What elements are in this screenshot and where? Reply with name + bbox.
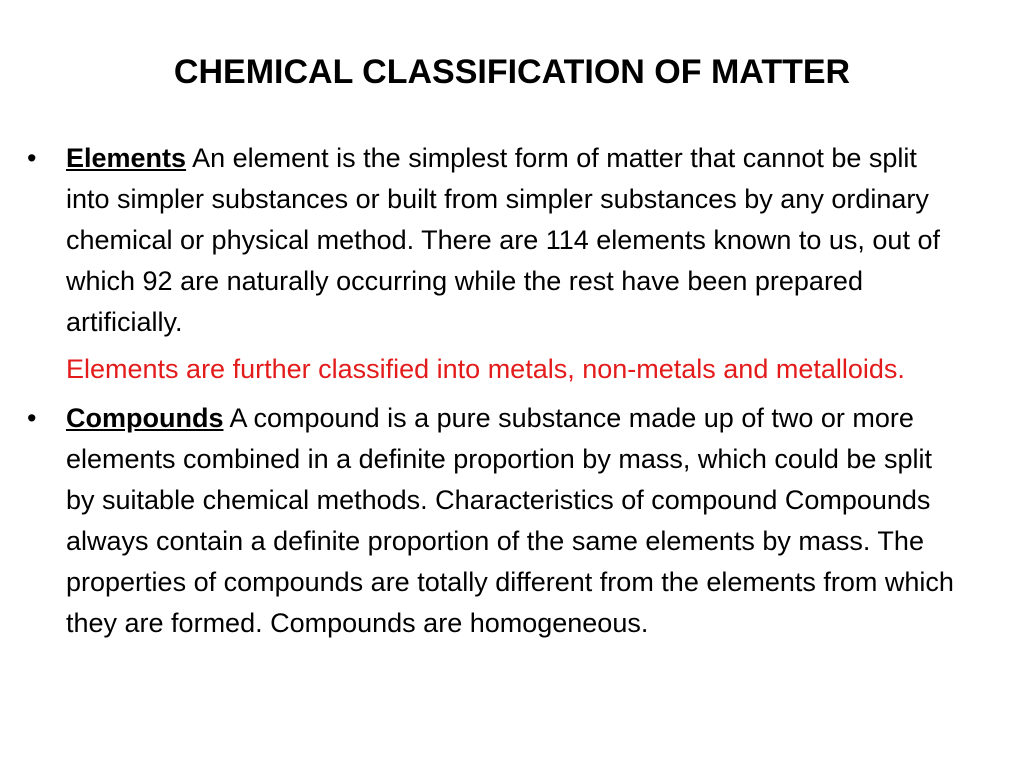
compounds-definition: A compound is a pure substance made up of two or more elements combined in a definite proportion by mass, which could be split by suitable chemical methods. Characteristics of compound Compounds always contain a definite proportion of the same elements by mass. The properties of compounds are totally different from the elements from which they are formed. Compounds are homogeneous. xyxy=(66,403,954,638)
slide-content xyxy=(27,138,967,644)
slide-title: CHEMICAL CLASSIFICATION OF MATTER xyxy=(173,53,851,91)
bullet-item-elements xyxy=(27,138,967,343)
elements-classification-note: Elements are further classified into metals, non-metals and metalloids. xyxy=(66,354,905,384)
bullet-item-compounds xyxy=(27,398,967,644)
bullet-icon: • xyxy=(27,143,37,173)
term-elements: Elements xyxy=(66,143,187,173)
bullet-icon: • xyxy=(27,403,37,433)
term-compounds: Compounds xyxy=(66,403,224,433)
elements-definition: An element is the simplest form of matter that cannot be split into simpler substances or built from simpler substances by any ordinary chemical or physical method. There are 114 elements known to us, out of which 92 are naturally occurring while the rest have been prepared artificially. xyxy=(66,143,940,337)
